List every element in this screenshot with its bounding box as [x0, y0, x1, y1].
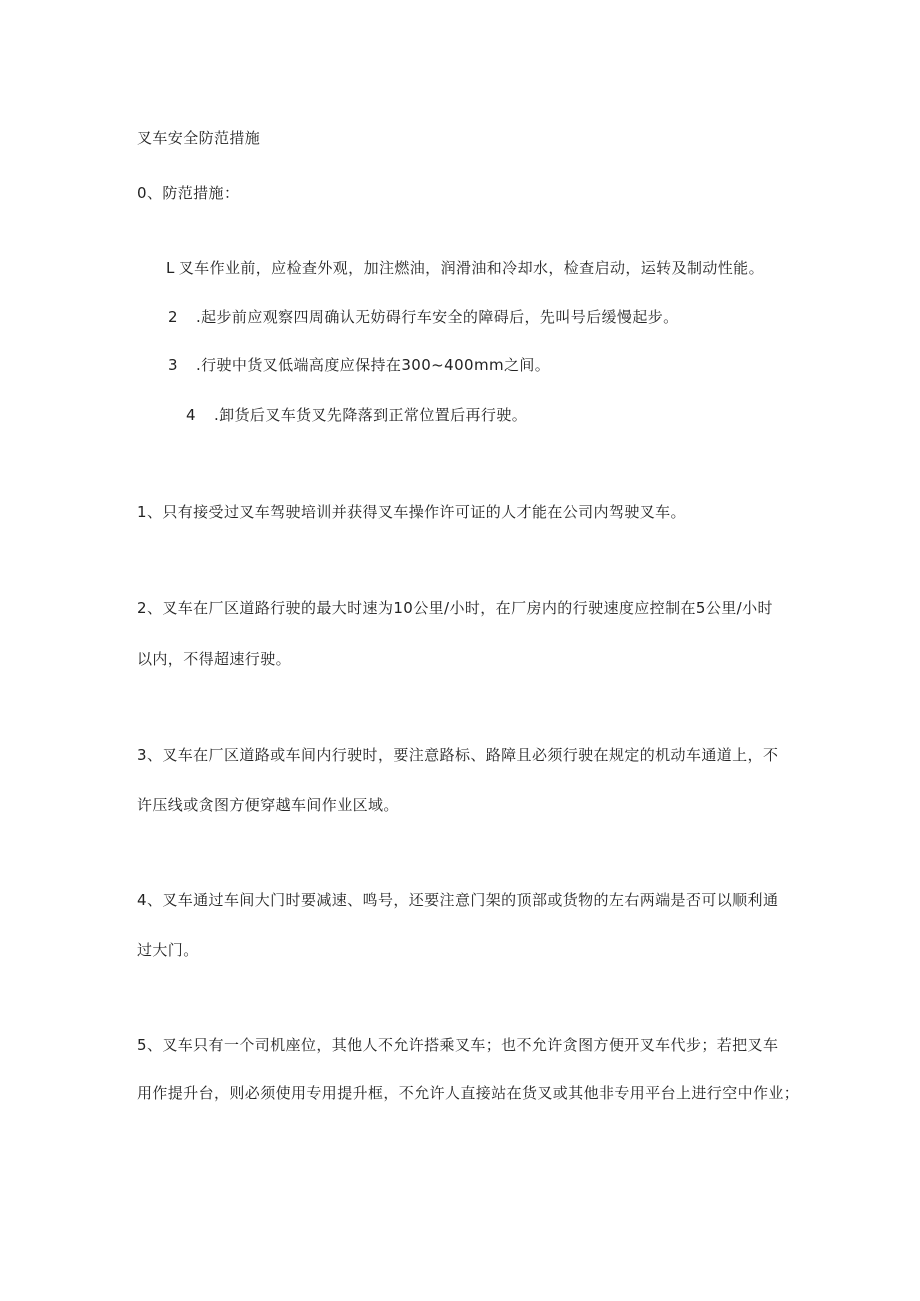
rule-line: 许压线或贪图方便穿越车间作业区域。 — [137, 796, 399, 814]
sub-item-text: .行驶中货叉低端高度应保持在300~400mm之间。 — [195, 356, 551, 374]
sub-item-number: L — [166, 259, 175, 277]
sub-item — [168, 307, 679, 327]
sub-item-text: .起步前应观察四周确认无妨碍行车安全的障碍后，先叫号后缓慢起步。 — [195, 308, 679, 326]
sub-item — [186, 405, 527, 425]
sub-item-number: 4 — [186, 406, 196, 424]
rule-line: 用作提升台，则必须使用专用提升框，不允许人直接站在货叉或其他非专用平台上进行空中作业； — [137, 1084, 800, 1102]
rule-line: 3、叉车在厂区道路或车间内行驶时，要注意路标、路障且必须行驶在规定的机动车通道上，不 — [137, 746, 779, 764]
rule-line: 5、叉车只有一个司机座位，其他人不允许搭乘叉车；也不允许贪图方便开叉车代步；若把叉车 — [137, 1036, 779, 1054]
sub-item-text: 叉车作业前，应检查外观，加注燃油，润滑油和冷却水，检查启动，运转及制动性能。 — [178, 259, 764, 277]
sub-item-text: .卸货后叉车货叉先降落到正常位置后再行驶。 — [213, 406, 528, 424]
sub-item-number: 3 — [168, 356, 178, 374]
rule-line: 过大门。 — [137, 941, 199, 959]
rule-line: 1、只有接受过叉车驾驶培训并获得叉车操作许可证的人才能在公司内驾驶叉车。 — [137, 503, 686, 521]
sub-item — [166, 258, 764, 278]
sub-item-number: 2 — [168, 308, 178, 326]
document-title: 叉车安全防范措施 — [137, 129, 261, 147]
rule-line: 以内，不得超速行驶。 — [137, 650, 292, 668]
section-heading: 0、防范措施： — [137, 184, 240, 202]
rule-line: 2、叉车在厂区道路行驶的最大时速为10公里/小时，在厂房内的行驶速度应控制在5公里/小时 — [137, 599, 773, 617]
sub-item — [168, 355, 550, 375]
rule-line: 4、叉车通过车间大门时要减速、鸣号，还要注意门架的顶部或货物的左右两端是否可以顺利通 — [137, 891, 779, 909]
